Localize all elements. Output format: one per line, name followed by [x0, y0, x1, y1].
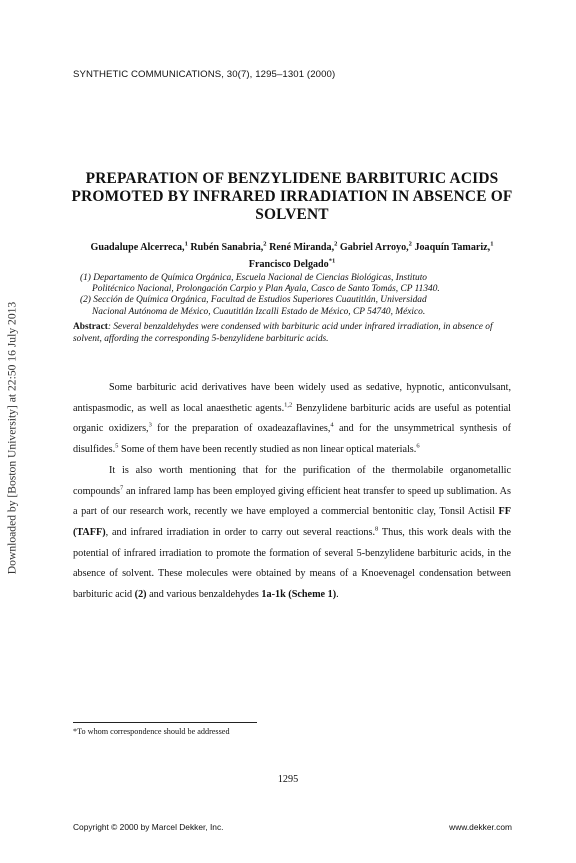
affiliation-line: Nacional Autónoma de México, Cuautitlán Izcalli Estado de México, CP 54740, México. [92, 306, 426, 317]
affiliation-line: (1) Departamento de Química Orgánica, Escuela Nacional de Ciencias Biológicas, Instituto [80, 273, 427, 283]
author: Joaquín Tamariz,$^1$ [414, 241, 494, 254]
author: René Miranda,$^2$ [269, 241, 338, 254]
download-stamp [0, 0, 24, 863]
paper-title: PREPARATION OF BENZYLIDENE BARBITURIC ACIDS PROMOTED BY INFRARED IRRADIATION IN ABSENCE OF SOLVENT [71, 170, 513, 223]
publisher-website: www.dekker.com [449, 822, 512, 832]
journal-header: SYNTHETIC COMMUNICATIONS, 30(7), 1295–1301 (2000) [73, 69, 336, 80]
paragraph: Some barbituric acid derivatives have been widely used as sedative, hypnotic, anticonvulsant, antispasmodic, as well as local anaesthetic agents.$^{1,2}$ Benzylidene barbituric acids are useful as potential organic oxidizers,$^3$ for the preparation of oxadeazaflavines,$^4$ and for the unsymmetrical synthesis of disulfides.$^5$ Some of them have been recently studied as non linear optical materials.$^6$ [73, 382, 512, 456]
abstract-text: : Several benzaldehydes were condensed with barbituric acid under infrared irradiation, in absence of solvent, affording the corresponding 5-benzylidene barbituric acids. [73, 322, 493, 344]
footnote-rule [73, 722, 257, 723]
affiliation-line: (2) Sección de Química Orgánica, Facultad de Estudios Superiores Cuautitlán, Universidad [80, 295, 427, 306]
affiliation-line: Politécnico Nacional, Prolongación Carpio y Plan Ayala, Casco de Santo Tomás, CP 11340. [92, 284, 440, 295]
author: Rubén Sanabria,$^2$ [190, 241, 267, 254]
footnote: *To whom correspondence should be addressed [73, 727, 230, 736]
body-text [73, 378, 511, 606]
abstract [73, 322, 511, 346]
page-number: 1295 [277, 774, 299, 785]
author: Gabriel Arroyo,$^2$ [339, 241, 412, 254]
download-stamp-text: Downloaded by [Boston University] at 22:50 16 July 2013 [5, 301, 19, 575]
author: Francisco Delgado$^{*1}$ [248, 257, 336, 271]
author: Guadalupe Alcerreca,$^1$ [90, 241, 188, 254]
author-list [70, 238, 514, 272]
affiliations [80, 273, 510, 318]
copyright: Copyright © 2000 by Marcel Dekker, Inc. [73, 822, 224, 832]
paragraph: It is also worth mentioning that for the purification of the thermolabile organometallic compounds$^7$ an infrared lamp has been employed giving efficient heat transfer to speed up sublimation. As a part of our research work, recently we have employed a commercial bentonitic clay, Tonsil Actisil FF (TAFF), and infrared irradiation in order to carry out several reactions.$^8$ Thus, this work deals with the potential of infrared irradiation to promote the formation of several 5-benzylidene barbituric acids, in the absence of solvent. These molecules were obtained by means of a Knoevenagel condensation between barbituric acid (2) and various benzaldehydes 1a-1k (Scheme 1). [73, 464, 511, 601]
abstract-label: Abstract [73, 322, 108, 332]
